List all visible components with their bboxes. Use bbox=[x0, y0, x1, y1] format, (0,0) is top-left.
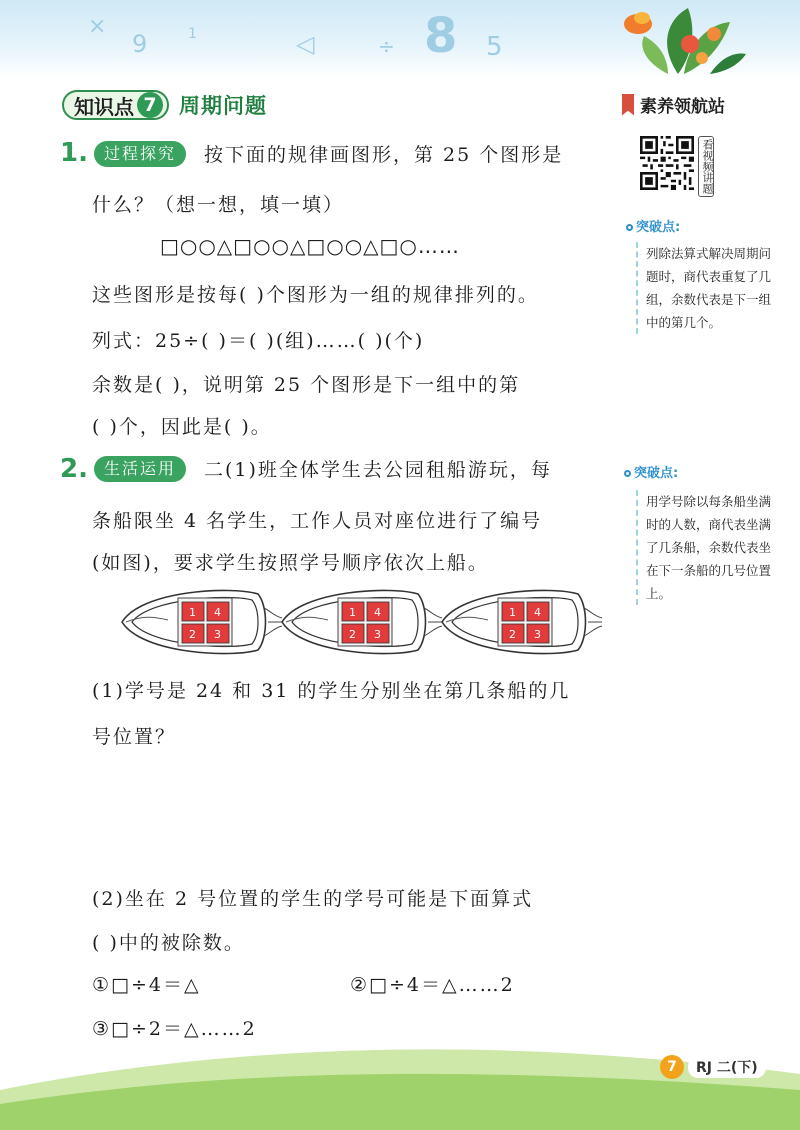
sub-question: ( )中的被除数。 bbox=[92, 932, 245, 954]
section-heading: 周期问题 bbox=[179, 94, 267, 118]
question-stem: 什么？（想一想，填一填） bbox=[92, 194, 345, 216]
sub-question: (1)学号是 24 和 31 的学生分别坐在第几条船的几 bbox=[92, 680, 571, 702]
choice-option: ③□÷2＝△……2 bbox=[92, 1018, 257, 1040]
page-badge bbox=[660, 1054, 766, 1080]
decor-glyph: 1 bbox=[188, 26, 197, 42]
seat-number: 2 bbox=[189, 628, 196, 641]
question-stem: 按下面的规律画图形，第 25 个图形是 bbox=[204, 144, 564, 166]
leaf-flower-illustration bbox=[618, 4, 748, 76]
seat-number: 4 bbox=[214, 606, 221, 619]
tip-title-text: 突破点: bbox=[634, 466, 679, 481]
section-title bbox=[62, 88, 267, 122]
target-dot-icon bbox=[626, 224, 633, 231]
tip-title bbox=[624, 462, 678, 481]
question-stem: 条船限坐 4 名学生，工作人员对座位进行了编号 bbox=[92, 510, 543, 532]
choice-option: ②□÷4＝△……2 bbox=[350, 974, 515, 996]
decor-glyph: 9 bbox=[132, 30, 148, 58]
seat-number: 2 bbox=[349, 628, 356, 641]
edition-label: RJ 二(下) bbox=[688, 1056, 766, 1078]
choice-option: ①□÷4＝△ bbox=[92, 974, 201, 996]
video-qr-block[interactable] bbox=[640, 136, 714, 197]
tip-title-text: 突破点: bbox=[636, 220, 681, 235]
decor-glyph: ÷ bbox=[378, 34, 395, 58]
boats-illustration bbox=[112, 582, 620, 662]
decor-glyph: ◁ bbox=[296, 30, 315, 58]
seat-number: 3 bbox=[214, 628, 221, 641]
tip-box: 列除法算式解决周期问题时，商代表重复了几组，余数代表是下一组中的第几个。 bbox=[636, 242, 776, 334]
seat-number: 4 bbox=[374, 606, 381, 619]
question-line: ( )个，因此是( )。 bbox=[92, 416, 272, 438]
qr-code-icon[interactable] bbox=[640, 136, 694, 190]
shape-sequence: □○○△□○○△□○○△□○…… bbox=[160, 234, 460, 258]
page-number: 7 bbox=[660, 1055, 684, 1079]
target-dot-icon bbox=[624, 470, 631, 477]
knowledge-point-label: 知识点 bbox=[74, 94, 134, 119]
knowledge-point-pill bbox=[62, 90, 169, 120]
qr-label: 看视频讲题 bbox=[698, 136, 714, 197]
decor-glyph: × bbox=[88, 14, 107, 39]
question-tag: 过程探究 bbox=[94, 141, 186, 167]
footer-grass-wave bbox=[0, 1030, 800, 1130]
decor-glyph: 8 bbox=[424, 8, 458, 64]
seat-number: 4 bbox=[534, 606, 541, 619]
seat-number: 1 bbox=[189, 606, 196, 619]
decor-glyph: 5 bbox=[486, 32, 503, 62]
tip-box: 用学号除以每条船坐满时的人数，商代表坐满了几条船，余数代表坐在下一条船的几号位置上。 bbox=[636, 490, 776, 605]
question-number: 2. bbox=[60, 454, 88, 484]
sidebar-heading-text: 素养领航站 bbox=[640, 97, 725, 117]
question-line: 这些图形是按每( )个图形为一组的规律排列的。 bbox=[92, 284, 539, 306]
bookmark-ribbon-icon bbox=[622, 94, 634, 116]
seat-number: 3 bbox=[374, 628, 381, 641]
question-number: 1. bbox=[60, 138, 88, 168]
knowledge-point-number: 7 bbox=[137, 92, 163, 118]
question-tag: 生活运用 bbox=[94, 456, 186, 482]
question-line: 余数是( )，说明第 25 个图形是下一组中的第 bbox=[92, 374, 521, 396]
sub-question: (2)坐在 2 号位置的学生的学号可能是下面算式 bbox=[92, 888, 534, 910]
seat-number: 1 bbox=[509, 606, 516, 619]
sidebar-heading bbox=[622, 92, 725, 117]
tip-title bbox=[626, 216, 680, 235]
sub-question: 号位置？ bbox=[92, 726, 177, 748]
question-line: 列式：25÷( )＝( )(组)……( )(个) bbox=[92, 330, 425, 352]
seat-number: 1 bbox=[349, 606, 356, 619]
seat-number: 3 bbox=[534, 628, 541, 641]
question-stem: 二(1)班全体学生去公园租船游玩，每 bbox=[204, 459, 552, 481]
question-stem: (如图)，要求学生按照学号顺序依次上船。 bbox=[92, 552, 489, 574]
seat-number: 2 bbox=[509, 628, 516, 641]
